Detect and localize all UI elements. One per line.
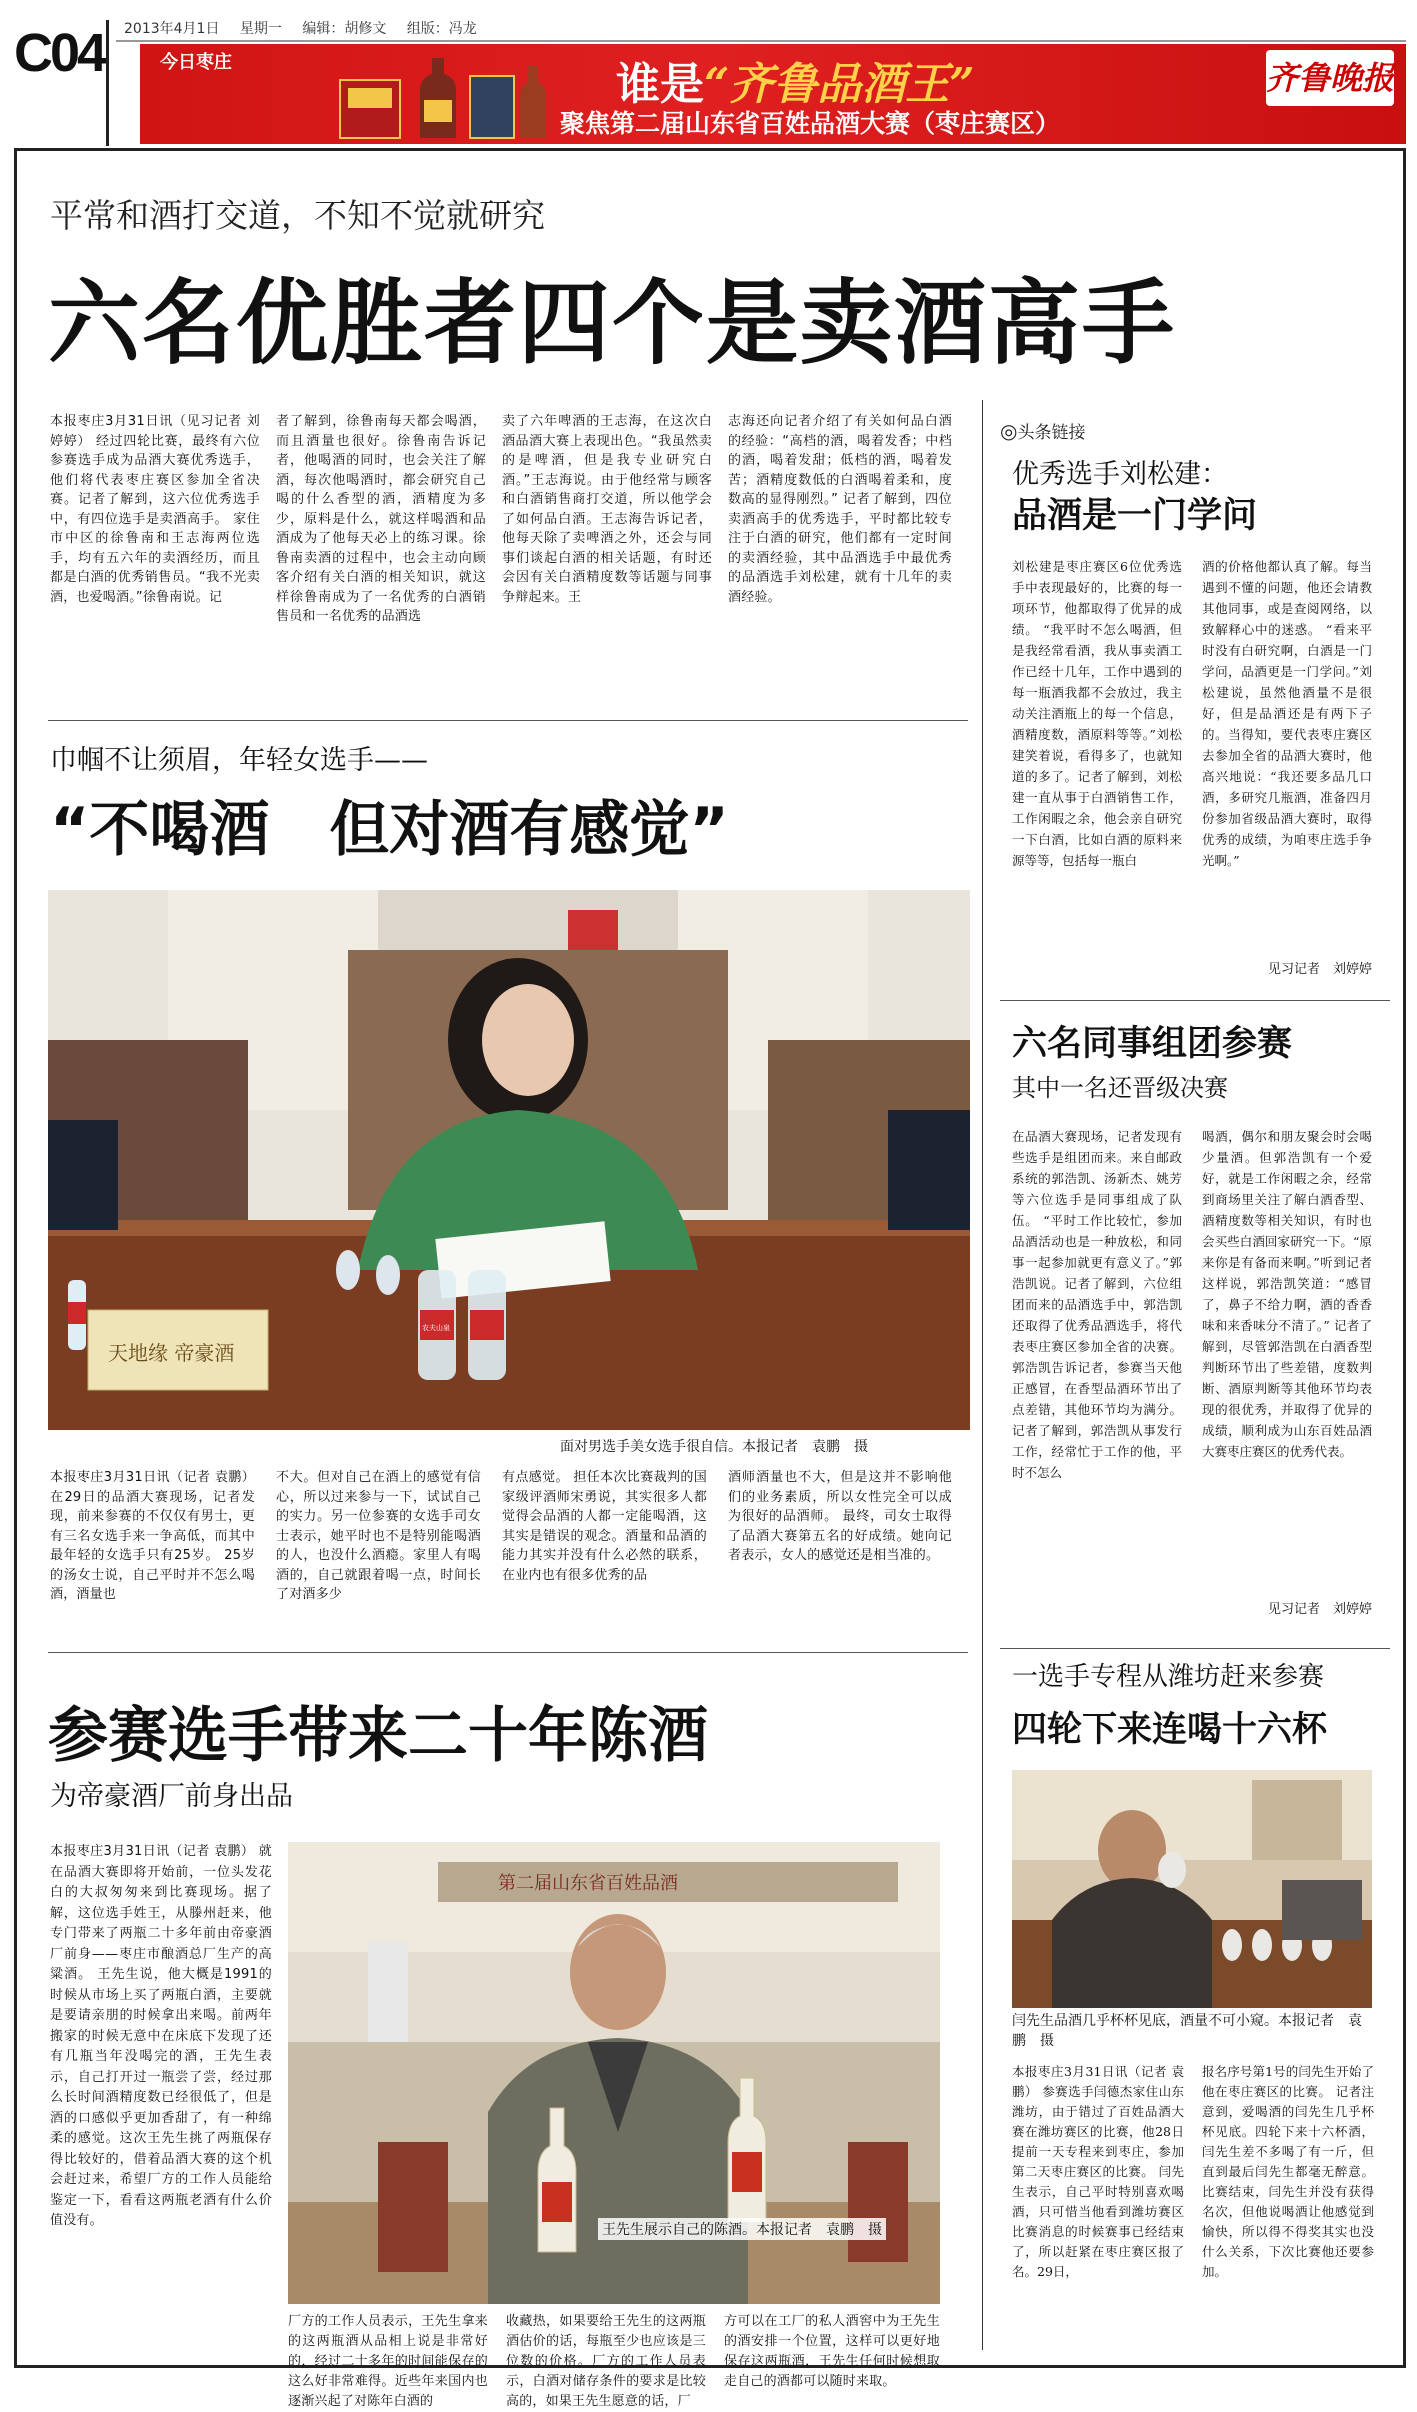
article3-column: 厂方的工作人员表示，王先生拿来的这两瓶酒从品相上说是非常好的，经过二十多年的时间能保存的这么好非常难得。近些年来国内也逐渐兴起了对陈年白酒的: [288, 2314, 488, 2409]
article1-column: 者了解到，徐鲁南每天都会喝酒，而且酒量也很好。徐鲁南告诉记者，他喝酒的同时，也会关注了解酒，每次他喝酒时，都会研究自己喝的什么香型的酒，酒精度为多少，原料是什么，就这样喝酒和品酒成为了他每天必上的练习课。徐鲁南卖酒的过程中，也会主动向顾客介绍有关白酒的相关知识，就这样徐鲁南成为了一名优秀的白酒销售员和一名优秀的品酒选: [276, 414, 486, 624]
sidebar1-headline: 品酒是一门学问: [1012, 496, 1258, 536]
article2-column: 不大。但对自己在酒上的感觉有信心，所以过来参与一下，试试自己的实力。另一位参赛的女选手司女士表示，她平时也不是特别能喝酒的人，也没什么酒瘾。家里人有喝酒的，自己就跟着喝一点，时间长了对酒多少: [276, 1470, 481, 1602]
female-contestant-photo: [48, 890, 970, 1430]
water-bottle-label: 农夫山泉: [422, 1324, 450, 1332]
masthead-divider: [106, 20, 109, 146]
article2-column: 本报枣庄3月31日讯（记者 袁鹏） 在29日的品酒大赛现场，记者发现，前来参赛的不仅仅有男士，更有三名女选手来一争高低，而其中最年轻的女选手只有25岁。 25岁的汤女士说，自己平时并不怎么喝酒，酒量也: [50, 1470, 255, 1602]
newspaper-logo: 齐鲁晚报: [1266, 50, 1394, 106]
section-rule: [1000, 1648, 1390, 1649]
sidebar1-subhead: 优秀选手刘松建：: [1012, 459, 1228, 490]
tasting-contestant-photo: [1012, 1770, 1372, 2008]
section-rule: [1000, 1000, 1390, 1001]
article1-column: 本报枣庄3月31日讯（见习记者 刘婷婷） 经过四轮比赛，最终有六位参赛选手成为品酒大赛优秀选手，他们将代表枣庄赛区参加全省决赛。记者了解到，这六位优秀选手中，有四位选手是卖酒高手。 家住市中区的徐鲁南和王志海两位选手，均有五六年的卖酒经历，而且都是白酒的优秀销售员。“我不光卖酒，也爱喝酒。”徐鲁南说。记: [50, 414, 260, 605]
sidebar1-column: 酒的价格他都认真了解。每当遇到不懂的问题，他还会请教其他同事，或是查阅网络，以致解释心中的迷惑。 “看来平时没有白研究啊，白酒是一门学问，品酒更是一门学问。”刘松建说，虽然他酒量不是很好，但是品酒还是有两下子的。当得知，要代表枣庄赛区去参加全省的品酒大赛时，他高兴地说：“我还要多品几口酒，多研究几瓶酒，准备四月份参加省级品酒大赛时，取得优秀的成绩，为咱枣庄选手争光啊。”: [1202, 559, 1372, 868]
banner-title-prefix: 谁是: [616, 59, 704, 110]
issue-weekday: 星期一: [239, 21, 282, 37]
banner-title: [616, 48, 975, 112]
section-rule: [48, 1652, 968, 1653]
article3-subhead: 为帝豪酒厂前身出品: [50, 1781, 293, 1812]
article1-column: 志海还向记者介绍了有关如何品白酒的经验：“高档的酒，喝着发香；中档的酒，喝着发甜；低档的酒，喝着发苦；酒精度数低的白酒喝着柔和，度数高的显得刚烈。” 记者了解到，四位卖酒高手的优秀选手，平时都比较专注于白酒的研究，他们都有一定时间的卖酒经验，其中品酒选手中最优秀的品酒选手刘松建，就有十几年的卖酒经验。: [728, 414, 952, 605]
article2-column: 酒师酒量也不大，但是这并不影响他们的业务素质，所以女性完全可以成为很好的品酒师。 最终，司女士取得了品酒大赛第五名的好成绩。她向记者表示，女人的感觉还是相当准的。: [728, 1470, 952, 1563]
column-divider: [982, 400, 983, 2350]
sidebar3-kicker: 一选手专程从潍坊赶来参赛: [1012, 1662, 1325, 1692]
tissue-box-label: 天地缘 帝豪酒: [108, 1341, 235, 1365]
article1-headline: 六名优胜者四个是卖酒高手: [48, 270, 1177, 377]
layout-credit: 组版：冯龙: [406, 21, 477, 37]
sidebar2-byline: 见习记者 刘婷婷: [1267, 1602, 1372, 1617]
editor-credit: 编辑：胡修文: [302, 21, 387, 37]
article3-headline: 参赛选手带来二十年陈酒: [48, 1701, 708, 1771]
article2-kicker: 巾帼不让须眉，年轻女选手——: [50, 745, 428, 776]
section-rule: [48, 720, 968, 721]
photo-banner-text: 第二届山东省百姓品酒: [498, 1873, 678, 1894]
section-label: 今日枣庄: [160, 52, 232, 73]
sidebar2-headline: 六名同事组团参赛: [1012, 1024, 1293, 1064]
sidebar1-column: 刘松建是枣庄赛区6位优秀选手中表现最好的，比赛的每一项环节，他都取得了优异的成绩。 “我平时不怎么喝酒，但是我经常看酒，我从事卖酒工作已经十几年，工作中遇到的每一瓶酒我都不会放过，我主动关注酒瓶上的每一个信息，酒精度数，酒原料等等。”刘松建笑着说，看得多了，也就知道的多了。记者了解到，刘松建一直从事于白酒销售工作，工作闲暇之余，他会亲自研究一下白酒，比如白酒的原料来源等等，包括每一瓶白: [1012, 559, 1182, 868]
photo-caption: 王先生展示自己的陈酒。本报记者 袁鹏 摄: [598, 2218, 886, 2240]
sidebar1-kicker-text: 头条链接: [1017, 423, 1086, 443]
sidebar2-subhead: 其中一名还晋级决赛: [1012, 1074, 1228, 1102]
article3-column: 本报枣庄3月31日讯（记者 袁鹏） 就在品酒大赛即将开始前，一位头发花白的大叔匆匆来到比赛现场。据了解，这位选手姓王，从滕州赶来，他专门带来了两瓶二十多年前由帝豪酒厂前身——枣庄市酿酒总厂生产的高粱酒。 王先生说，他大概是1991的时候从市场上买了两瓶白酒，主要就是要请亲朋的时候拿出来喝。前两年搬家的时候无意中在床底下发现了还有几瓶当年没喝完的酒，王先生表示，自己打开过一瓶尝了尝，经过那么长时间酒精度数已经很低了，但是酒的口感似乎更加香甜了，有一种绵柔的感觉。这次王先生挑了两瓶保存得比较好的，借着品酒大赛的这个机会赶过来，希望厂方的工作人员能给鉴定一下，看看这两瓶老酒有什么价值没有。: [50, 1844, 272, 2228]
banner-title-quote: “齐鲁品酒王”: [704, 59, 975, 110]
masthead-rule: [116, 40, 1406, 42]
issue-date: 2013年4月1日: [124, 21, 220, 37]
photo-caption: 面对男选手美女选手很自信。本报记者 袁鹏 摄: [560, 1439, 868, 1455]
article1-kicker: 平常和酒打交道，不知不觉就研究: [50, 196, 545, 235]
page-number: C04: [14, 23, 105, 83]
sidebar2-column: 在品酒大赛现场，记者发现有些选手是组团而来。来自邮政系统的郭浩凯、汤新杰、姚芳等六位选手是同事组成了队伍。 “平时工作比较忙，参加品酒活动也是一种放松，和同事一起参加就更有意义了。”郭浩凯说。记者了解到，六位组团而来的品酒选手中，郭浩凯还取得了优秀品酒选手，将代表枣庄赛区参加全省的决赛。 郭浩凯告诉记者，参赛当天他正感冒，在香型品酒环节出了点差错，其他环节均为满分。记者了解到，郭浩凯从事发行工作，经常忙于工作的他，平时不怎么: [1012, 1129, 1182, 1480]
photo-caption: 闫先生品酒几乎杯杯见底，酒量不可小窥。本报记者 袁鹏 摄: [1012, 2013, 1362, 2049]
sidebar1-byline: 见习记者 刘婷婷: [1267, 962, 1372, 977]
article3-column: 方可以在工厂的私人酒窖中为王先生的酒安排一个位置，这样可以更好地保存这两瓶酒，王先生任何时候想取走自己的酒都可以随时来取。: [724, 2314, 940, 2389]
masthead-meta: [124, 18, 493, 38]
kicker-bullet-icon: ◎: [1000, 419, 1018, 443]
article1-column: 卖了六年啤酒的王志海，在这次白酒品酒大赛上表现出色。“我虽然卖的是啤酒，但是我专业研究白酒。”王志海说。由于他经常与顾客和白酒销售商打交道，所以他学会了如何品白酒。王志海告诉记者，他每天除了卖啤酒之外，还会与同事们谈起白酒的相关话题，有时还会因有关白酒精度数等话题与同事争辩起来。王: [502, 414, 712, 605]
sidebar2-column: 喝酒，偶尔和朋友聚会时会喝少量酒。但郭浩凯有一个爱好，就是工作闲暇之余，经常到商场里关注了解白酒香型、酒精度数等相关知识，有时也会买些白酒回家研究一下。“原来你是有备而来啊。”听到记者这样说，郭浩凯笑道：“感冒了，鼻子不给力啊，酒的香香味和来香味分不清了。” 记者了解到，尽管郭浩凯在白酒香型判断环节出了些差错，度数判断、酒原判断等其他环节均表现的很优秀，并取得了优异的成绩，顺利成为山东百姓品酒大赛枣庄赛区的优秀代表。: [1202, 1129, 1372, 1459]
sidebar3-column: 本报枣庄3月31日讯（记者 袁鹏） 参赛选手闫德杰家住山东潍坊，由于错过了百姓品酒大赛在潍坊赛区的比赛，他28日提前一天专程来到枣庄，参加第二天枣庄赛区的比赛。 闫先生表示，自己平时特别喜欢喝酒，只可惜当他看到潍坊赛区比赛消息的时候赛事已经结束了，所以赶紧在枣庄赛区报了名。29日，: [1012, 2064, 1184, 2279]
sidebar3-column: 报名序号第1号的闫先生开始了他在枣庄赛区的比赛。 记者注意到，爱喝酒的闫先生几乎杯杯见底。四轮下来十六杯酒，闫先生差不多喝了有一斤，但直到最后闫先生都毫无醉意。比赛结束，闫先生并没有获得名次，但他说喝酒让他感觉到愉快，所以得不得奖其实也没什么关系，下次比赛他还要参加。: [1202, 2064, 1374, 2279]
article2-column: 有点感觉。 担任本次比赛裁判的国家级评酒师宋勇说，其实很多人都觉得会品酒的人都一定能喝酒，这其实是错误的观念。酒量和品酒的能力其实并没有什么必然的联系，在业内也有很多优秀的品: [502, 1470, 707, 1583]
sidebar3-headline: 四轮下来连喝十六杯: [1012, 1710, 1328, 1750]
article3-column: 收藏热，如果要给王先生的这两瓶酒估价的话，每瓶至少也应该是三位数的价格。厂方的工作人员表示，白酒对储存条件的要求是比较高的，如果王先生愿意的话，厂: [506, 2314, 706, 2409]
liquor-bottles-image: [320, 50, 560, 140]
article2-headline: “不喝酒 但对酒有感觉”: [50, 795, 729, 865]
sidebar1-kicker: [1000, 418, 1085, 443]
banner-subtitle: 聚焦第二届山东省百姓品酒大赛（枣庄赛区）: [560, 109, 1061, 138]
